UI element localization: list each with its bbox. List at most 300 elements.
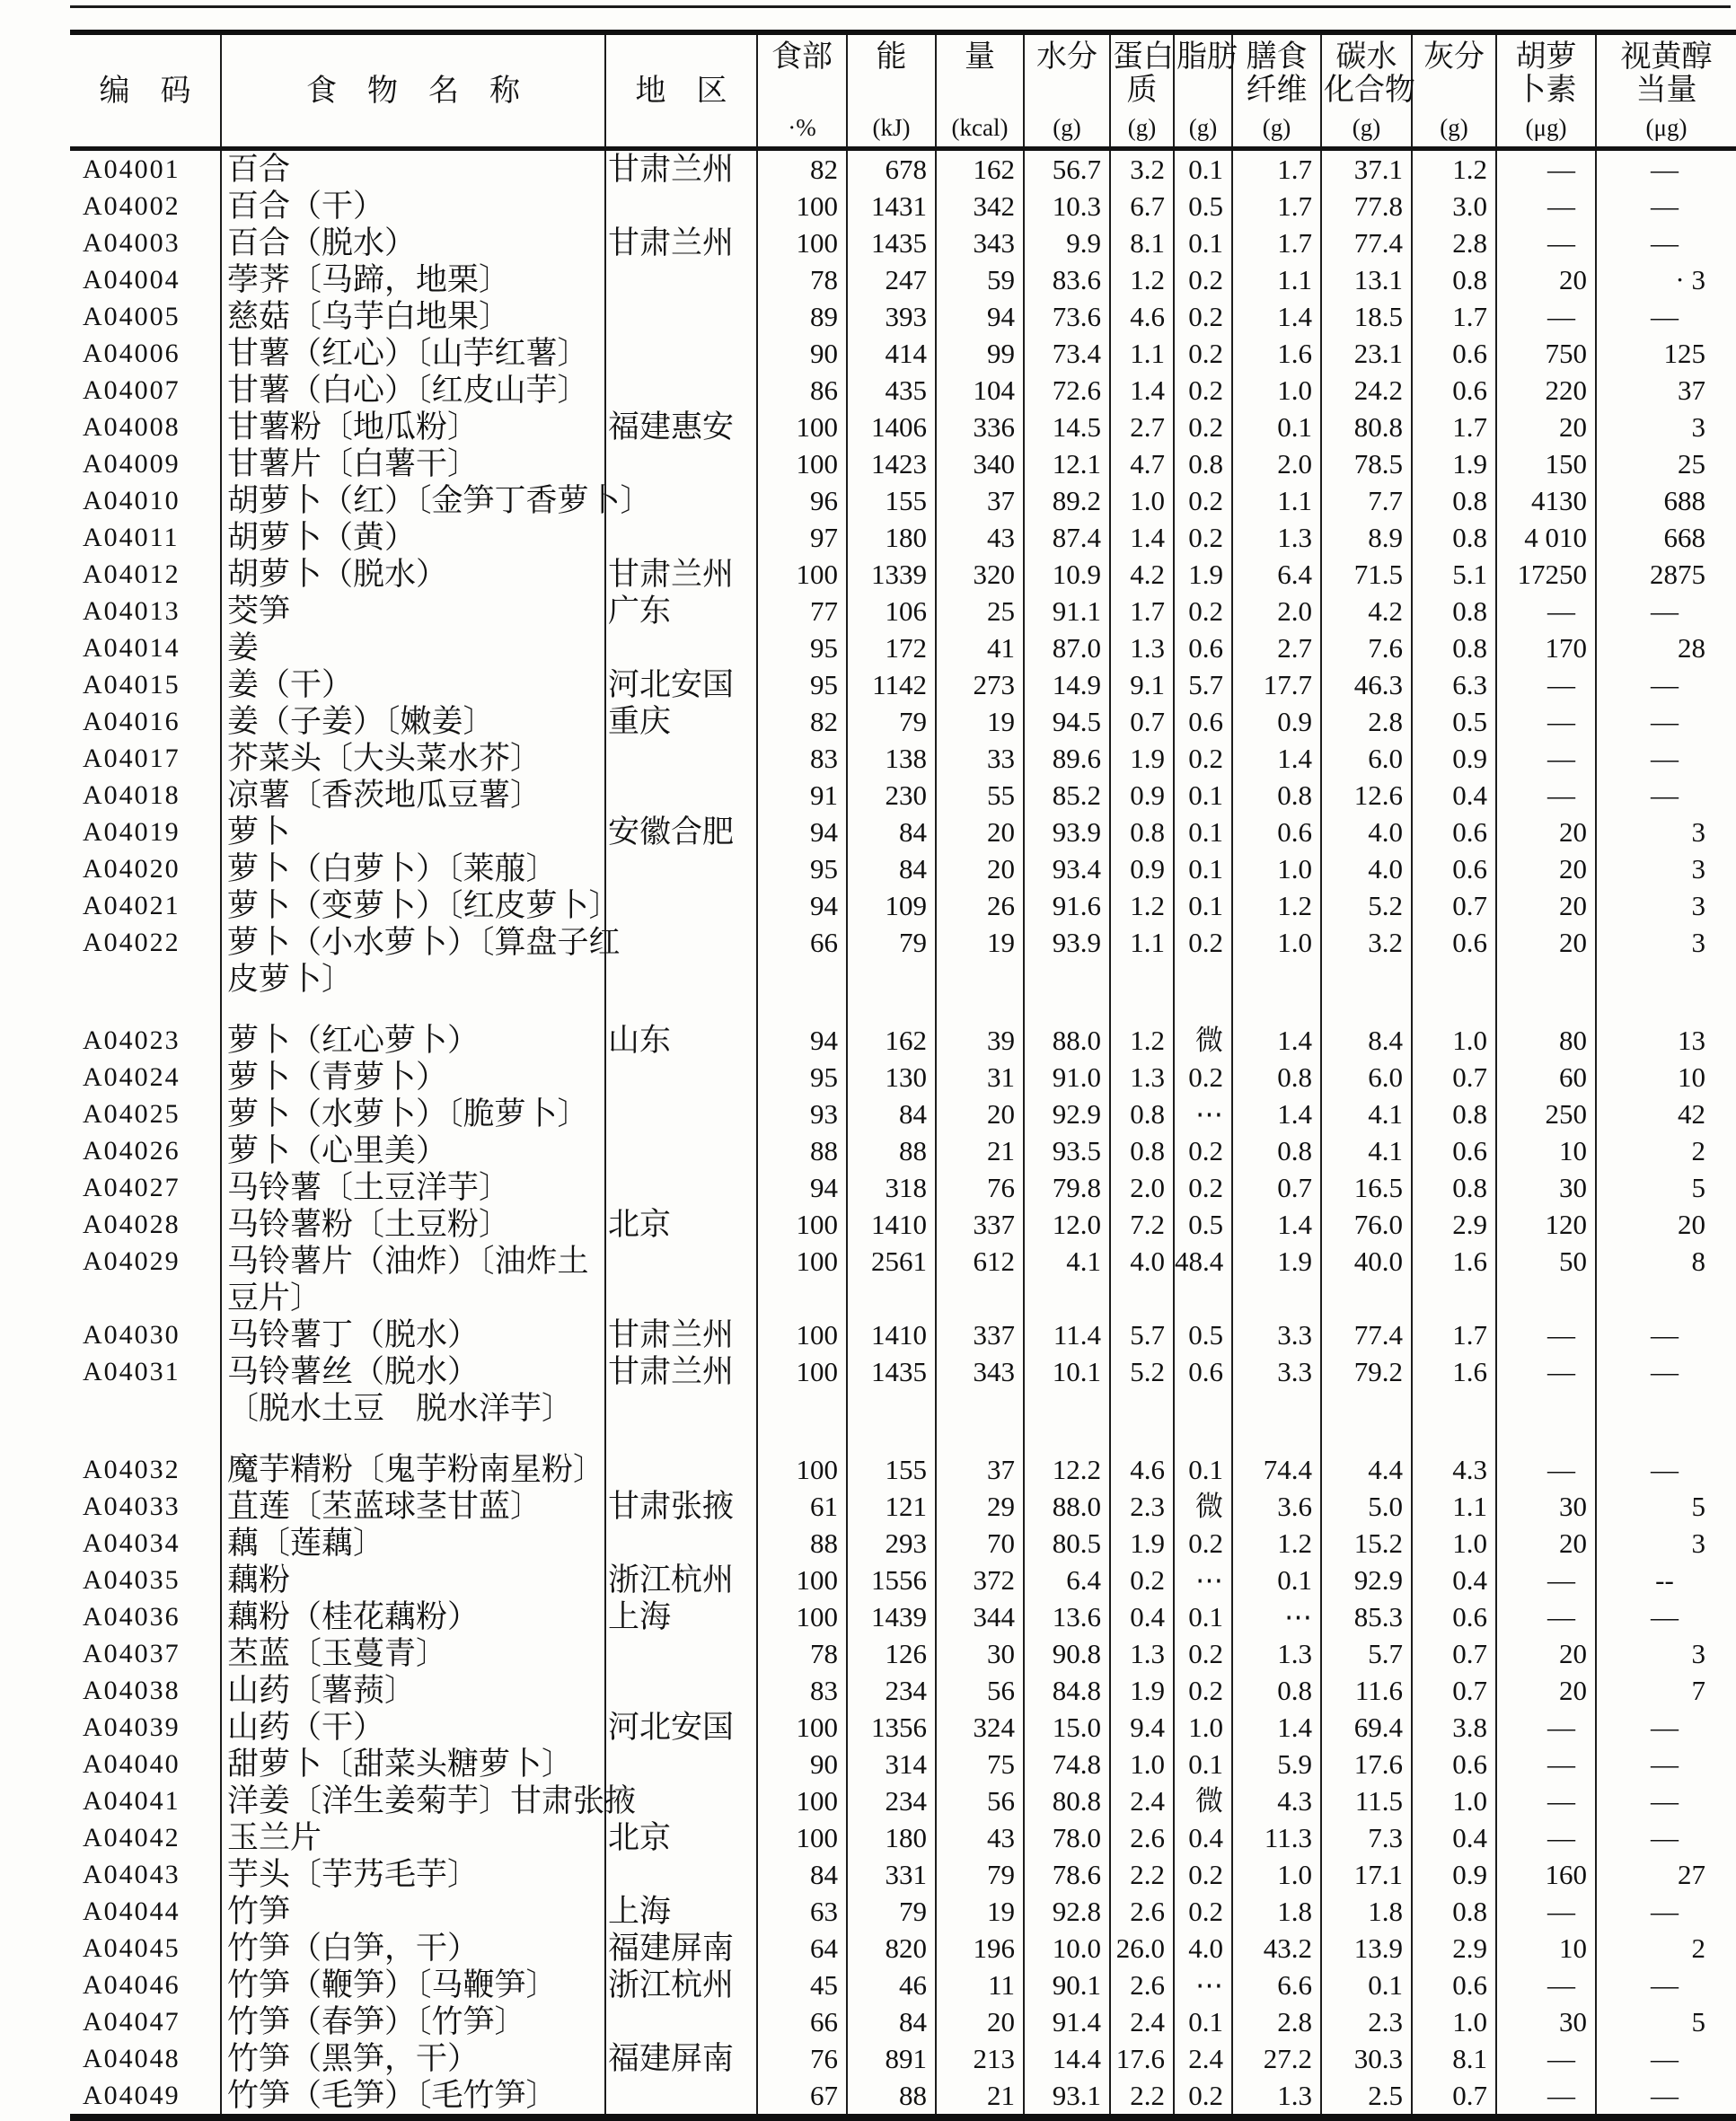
food-code: A04036 bbox=[83, 1602, 181, 1632]
value-energy-kj: 293 bbox=[847, 1525, 936, 1562]
value-ash: 1.0 bbox=[1412, 2003, 1496, 2040]
col-header-label: 灰分 bbox=[1423, 40, 1485, 74]
value-energy-kcal: 43 bbox=[936, 1819, 1024, 1856]
region: 浙江杭州 bbox=[605, 1967, 757, 2003]
value-carotene: 4130 bbox=[1496, 482, 1596, 519]
table-row bbox=[70, 593, 1736, 629]
value-energy-kj: 230 bbox=[847, 777, 936, 814]
value-fat: 1.0 bbox=[1174, 1709, 1232, 1746]
table-row bbox=[70, 777, 1736, 814]
value-carbohydrate: 13.1 bbox=[1321, 261, 1412, 298]
region: 河北安国 bbox=[605, 666, 757, 703]
food-code: A04009 bbox=[83, 449, 181, 479]
value-edible-pct: 63 bbox=[757, 1893, 847, 1930]
table-row bbox=[70, 703, 1736, 740]
value-carbohydrate: 18.5 bbox=[1321, 298, 1412, 335]
value-fat: 0.2 bbox=[1174, 1132, 1232, 1169]
food-name: 甘薯粉〔地瓜粉〕 bbox=[221, 409, 605, 445]
value-carotene: 17250 bbox=[1496, 556, 1596, 593]
value-retinol-equivalent: 13 bbox=[1596, 1022, 1736, 1059]
value-carotene: 220 bbox=[1496, 372, 1596, 409]
food-code: A04008 bbox=[83, 412, 181, 442]
table-row bbox=[70, 372, 1736, 409]
value-ash: 0.6 bbox=[1412, 814, 1496, 850]
value-fat: 0.2 bbox=[1174, 1856, 1232, 1893]
food-name: 洋姜〔洋生姜菊芋〕甘肃张掖 bbox=[221, 1782, 605, 1819]
value-ash: 0.6 bbox=[1412, 850, 1496, 887]
food-code: A04021 bbox=[83, 891, 181, 920]
value-ash: 1.2 bbox=[1412, 149, 1496, 189]
value-carotene: — bbox=[1496, 1598, 1596, 1635]
food-name: 甘薯片〔白薯干〕 bbox=[221, 445, 605, 482]
food-code: A04034 bbox=[83, 1528, 181, 1558]
food-code: A04033 bbox=[83, 1492, 181, 1521]
value-retinol-equivalent: 2 bbox=[1596, 1930, 1736, 1967]
value-fat: 0.1 bbox=[1174, 224, 1232, 261]
col-header-label: 视黄醇 当量 bbox=[1620, 40, 1713, 107]
value-water: 90.8 bbox=[1024, 1635, 1110, 1672]
value-water: 88.0 bbox=[1024, 1022, 1110, 1059]
value-water: 80.8 bbox=[1024, 1782, 1110, 1819]
value-water: 90.1 bbox=[1024, 1967, 1110, 2003]
value-energy-kcal: 320 bbox=[936, 556, 1024, 593]
region: 甘肃兰州 bbox=[605, 1353, 757, 1451]
food-name: 芋头〔芋艿毛芋〕 bbox=[221, 1856, 605, 1893]
value-fat: ⋯ bbox=[1174, 1096, 1232, 1132]
value-energy-kj: 46 bbox=[847, 1967, 936, 2003]
value-protein: 4.6 bbox=[1110, 1451, 1174, 1488]
value-protein: 4.6 bbox=[1110, 298, 1174, 335]
value-energy-kj: 84 bbox=[847, 814, 936, 850]
value-fiber: 3.6 bbox=[1232, 1488, 1321, 1525]
food-code: A04007 bbox=[83, 375, 181, 405]
value-protein: 1.3 bbox=[1110, 1635, 1174, 1672]
value-energy-kj: 234 bbox=[847, 1782, 936, 1819]
value-fat: 0.1 bbox=[1174, 814, 1232, 850]
value-energy-kj: 1431 bbox=[847, 188, 936, 224]
value-energy-kj: 84 bbox=[847, 1096, 936, 1132]
table-row bbox=[70, 1598, 1736, 1635]
value-ash: 0.6 bbox=[1412, 924, 1496, 1022]
value-energy-kj: 393 bbox=[847, 298, 936, 335]
value-edible-pct: 82 bbox=[757, 703, 847, 740]
value-protein: 1.9 bbox=[1110, 1672, 1174, 1709]
value-retinol-equivalent: — bbox=[1596, 2077, 1736, 2117]
value-retinol-equivalent: — bbox=[1596, 1598, 1736, 1635]
value-water: 12.0 bbox=[1024, 1206, 1110, 1243]
food-code: A04035 bbox=[83, 1565, 181, 1595]
food-name: 山药〔薯蓣〕 bbox=[221, 1672, 605, 1709]
region bbox=[605, 519, 757, 556]
value-carotene: 30 bbox=[1496, 1169, 1596, 1206]
value-protein: 2.7 bbox=[1110, 409, 1174, 445]
value-carotene: 10 bbox=[1496, 1132, 1596, 1169]
value-retinol-equivalent: 5 bbox=[1596, 2003, 1736, 2040]
table-row bbox=[70, 556, 1736, 593]
table-row bbox=[70, 666, 1736, 703]
value-carbohydrate: 17.1 bbox=[1321, 1856, 1412, 1893]
table-row bbox=[70, 2040, 1736, 2077]
value-ash: 0.7 bbox=[1412, 2077, 1496, 2117]
value-water: 10.0 bbox=[1024, 1930, 1110, 1967]
value-energy-kcal: 19 bbox=[936, 924, 1024, 1022]
value-carbohydrate: 4.0 bbox=[1321, 850, 1412, 887]
value-fat: 0.2 bbox=[1174, 1525, 1232, 1562]
value-protein: 1.7 bbox=[1110, 593, 1174, 629]
value-ash: 0.6 bbox=[1412, 1598, 1496, 1635]
value-carotene: — bbox=[1496, 1893, 1596, 1930]
value-edible-pct: 95 bbox=[757, 850, 847, 887]
value-protein: 1.2 bbox=[1110, 261, 1174, 298]
food-code: A04048 bbox=[83, 2044, 181, 2073]
value-energy-kcal: 39 bbox=[936, 1022, 1024, 1059]
value-protein: 0.9 bbox=[1110, 850, 1174, 887]
value-water: 14.5 bbox=[1024, 409, 1110, 445]
value-energy-kcal: 37 bbox=[936, 1451, 1024, 1488]
value-carotene: — bbox=[1496, 1562, 1596, 1598]
table-row bbox=[70, 1451, 1736, 1488]
food-name: 马铃薯粉〔土豆粉〕 bbox=[221, 1206, 605, 1243]
value-energy-kj: 414 bbox=[847, 335, 936, 372]
value-ash: 0.6 bbox=[1412, 1967, 1496, 2003]
col-header-label: 食部 bbox=[771, 40, 833, 74]
value-energy-kcal: 70 bbox=[936, 1525, 1024, 1562]
value-fat: 0.6 bbox=[1174, 629, 1232, 666]
value-fiber: 1.2 bbox=[1232, 1525, 1321, 1562]
value-energy-kcal: 104 bbox=[936, 372, 1024, 409]
food-name: 甘薯（红心）〔山芋红薯〕 bbox=[221, 335, 605, 372]
value-fat: 0.2 bbox=[1174, 593, 1232, 629]
value-fiber: 1.7 bbox=[1232, 149, 1321, 189]
value-edible-pct: 83 bbox=[757, 740, 847, 777]
value-water: 78.6 bbox=[1024, 1856, 1110, 1893]
value-fat: 0.2 bbox=[1174, 1672, 1232, 1709]
value-carbohydrate: 69.4 bbox=[1321, 1709, 1412, 1746]
value-fat: 0.2 bbox=[1174, 298, 1232, 335]
value-water: 85.2 bbox=[1024, 777, 1110, 814]
value-fiber: 1.4 bbox=[1232, 1709, 1321, 1746]
food-name: 百合（干） bbox=[221, 188, 605, 224]
value-carotene: — bbox=[1496, 777, 1596, 814]
value-fat: 0.1 bbox=[1174, 887, 1232, 924]
value-energy-kj: 1410 bbox=[847, 1206, 936, 1243]
value-protein: 1.9 bbox=[1110, 1525, 1174, 1562]
value-energy-kcal: 76 bbox=[936, 1169, 1024, 1206]
food-code: A04015 bbox=[83, 670, 181, 700]
value-ash: 2.9 bbox=[1412, 1206, 1496, 1243]
food-name: 萝卜（白萝卜）〔莱菔〕 bbox=[221, 850, 605, 887]
value-protein: 0.9 bbox=[1110, 777, 1174, 814]
value-carotene: 750 bbox=[1496, 335, 1596, 372]
table-row bbox=[70, 1316, 1736, 1353]
value-fat: ⋯ bbox=[1174, 1967, 1232, 2003]
value-fat: 0.5 bbox=[1174, 188, 1232, 224]
value-ash: 0.8 bbox=[1412, 519, 1496, 556]
value-protein: 2.4 bbox=[1110, 1782, 1174, 1819]
value-energy-kcal: 196 bbox=[936, 1930, 1024, 1967]
table-row bbox=[70, 1059, 1736, 1096]
value-ash: 0.8 bbox=[1412, 1893, 1496, 1930]
value-fiber: 1.4 bbox=[1232, 298, 1321, 335]
table-row bbox=[70, 1206, 1736, 1243]
value-fat: 0.2 bbox=[1174, 372, 1232, 409]
value-carbohydrate: 77.4 bbox=[1321, 224, 1412, 261]
value-edible-pct: 100 bbox=[757, 1353, 847, 1451]
food-name: 苴莲〔苤蓝球茎甘蓝〕 bbox=[221, 1488, 605, 1525]
region bbox=[605, 1672, 757, 1709]
value-energy-kcal: 20 bbox=[936, 850, 1024, 887]
value-fat: 0.2 bbox=[1174, 1635, 1232, 1672]
value-ash: 3.0 bbox=[1412, 188, 1496, 224]
value-retinol-equivalent: 5 bbox=[1596, 1169, 1736, 1206]
table-row bbox=[70, 1967, 1736, 2003]
value-edible-pct: 100 bbox=[757, 1206, 847, 1243]
value-edible-pct: 93 bbox=[757, 1096, 847, 1132]
region: 安徽合肥 bbox=[605, 814, 757, 850]
col-header-label: 能 bbox=[876, 40, 907, 74]
value-energy-kcal: 33 bbox=[936, 740, 1024, 777]
value-edible-pct: 61 bbox=[757, 1488, 847, 1525]
region bbox=[605, 1169, 757, 1206]
food-code: A04041 bbox=[83, 1786, 181, 1816]
col-header-energy-kj bbox=[847, 32, 936, 149]
value-fat: 微 bbox=[1174, 1022, 1232, 1059]
value-carbohydrate: 80.8 bbox=[1321, 409, 1412, 445]
value-energy-kcal: 336 bbox=[936, 409, 1024, 445]
col-header-unit: (g) bbox=[1440, 114, 1468, 141]
value-energy-kcal: 21 bbox=[936, 1132, 1024, 1169]
food-code: A04025 bbox=[83, 1099, 181, 1129]
value-water: 94.5 bbox=[1024, 703, 1110, 740]
value-protein: 2.6 bbox=[1110, 1967, 1174, 2003]
value-ash: 5.1 bbox=[1412, 556, 1496, 593]
value-protein: 1.3 bbox=[1110, 629, 1174, 666]
value-carbohydrate: 3.2 bbox=[1321, 924, 1412, 1022]
value-carotene: 80 bbox=[1496, 1022, 1596, 1059]
value-edible-pct: 100 bbox=[757, 409, 847, 445]
value-retinol-equivalent: 668 bbox=[1596, 519, 1736, 556]
food-code: A04049 bbox=[83, 2081, 181, 2110]
value-ash: 1.6 bbox=[1412, 1243, 1496, 1316]
value-protein: 2.0 bbox=[1110, 1169, 1174, 1206]
food-code: A04040 bbox=[83, 1749, 181, 1779]
value-ash: 0.8 bbox=[1412, 629, 1496, 666]
value-energy-kcal: 79 bbox=[936, 1856, 1024, 1893]
table-row bbox=[70, 1243, 1736, 1316]
col-header-unit: (g) bbox=[1053, 114, 1081, 141]
value-energy-kcal: 20 bbox=[936, 814, 1024, 850]
food-code: A04004 bbox=[83, 265, 181, 295]
col-header-label: 碳水 化合物 bbox=[1324, 40, 1415, 107]
value-carbohydrate: 46.3 bbox=[1321, 666, 1412, 703]
value-water: 93.5 bbox=[1024, 1132, 1110, 1169]
value-fat: 0.8 bbox=[1174, 445, 1232, 482]
value-protein: 0.2 bbox=[1110, 1562, 1174, 1598]
table-row bbox=[70, 1782, 1736, 1819]
food-name: 百合 bbox=[221, 149, 605, 189]
value-water: 80.5 bbox=[1024, 1525, 1110, 1562]
value-retinol-equivalent: 125 bbox=[1596, 335, 1736, 372]
value-ash: 3.8 bbox=[1412, 1709, 1496, 1746]
value-edible-pct: 100 bbox=[757, 1819, 847, 1856]
value-edible-pct: 100 bbox=[757, 1709, 847, 1746]
value-edible-pct: 89 bbox=[757, 298, 847, 335]
food-name: 苤蓝〔玉蔓青〕 bbox=[221, 1635, 605, 1672]
value-energy-kcal: 273 bbox=[936, 666, 1024, 703]
value-water: 91.1 bbox=[1024, 593, 1110, 629]
region: 福建屏南 bbox=[605, 2040, 757, 2077]
value-energy-kcal: 75 bbox=[936, 1746, 1024, 1782]
food-code: A04001 bbox=[83, 154, 181, 184]
header-row bbox=[70, 32, 1736, 149]
table-row bbox=[70, 629, 1736, 666]
region bbox=[605, 1096, 757, 1132]
value-energy-kj: 1142 bbox=[847, 666, 936, 703]
value-carbohydrate: 5.0 bbox=[1321, 1488, 1412, 1525]
region: 福建惠安 bbox=[605, 409, 757, 445]
value-edible-pct: 64 bbox=[757, 1930, 847, 1967]
value-protein: 9.4 bbox=[1110, 1709, 1174, 1746]
value-carotene: 20 bbox=[1496, 887, 1596, 924]
food-code: A04026 bbox=[83, 1136, 181, 1166]
col-header-unit: (g) bbox=[1262, 114, 1291, 141]
region bbox=[605, 1059, 757, 1096]
food-name: 胡萝卜（黄） bbox=[221, 519, 605, 556]
value-retinol-equivalent: 3 bbox=[1596, 814, 1736, 850]
value-fiber: 3.3 bbox=[1232, 1353, 1321, 1451]
value-carbohydrate: 2.3 bbox=[1321, 2003, 1412, 2040]
region bbox=[605, 1132, 757, 1169]
value-energy-kcal: 21 bbox=[936, 2077, 1024, 2117]
region: 甘肃兰州 bbox=[605, 149, 757, 189]
value-edible-pct: 66 bbox=[757, 924, 847, 1022]
value-energy-kj: 138 bbox=[847, 740, 936, 777]
value-fat: 0.5 bbox=[1174, 1206, 1232, 1243]
value-edible-pct: 67 bbox=[757, 2077, 847, 2117]
value-fat: ⋯ bbox=[1174, 1562, 1232, 1598]
col-header-retinol-equivalent bbox=[1596, 32, 1736, 149]
value-fat: 0.2 bbox=[1174, 519, 1232, 556]
value-ash: 0.7 bbox=[1412, 1059, 1496, 1096]
value-retinol-equivalent: · 3 bbox=[1596, 261, 1736, 298]
value-energy-kj: 106 bbox=[847, 593, 936, 629]
value-energy-kj: 84 bbox=[847, 2003, 936, 2040]
table-row bbox=[70, 1856, 1736, 1893]
value-energy-kcal: 19 bbox=[936, 703, 1024, 740]
value-energy-kcal: 59 bbox=[936, 261, 1024, 298]
value-water: 56.7 bbox=[1024, 149, 1110, 189]
value-energy-kcal: 344 bbox=[936, 1598, 1024, 1635]
value-energy-kj: 2561 bbox=[847, 1243, 936, 1316]
value-edible-pct: 97 bbox=[757, 519, 847, 556]
value-ash: 0.4 bbox=[1412, 1819, 1496, 1856]
value-fat: 0.1 bbox=[1174, 2003, 1232, 2040]
food-name: 茭笋 bbox=[221, 593, 605, 629]
value-fiber: 2.7 bbox=[1232, 629, 1321, 666]
value-carotene: 20 bbox=[1496, 409, 1596, 445]
value-edible-pct: 66 bbox=[757, 2003, 847, 2040]
value-energy-kj: 162 bbox=[847, 1022, 936, 1059]
value-protein: 4.2 bbox=[1110, 556, 1174, 593]
table-row bbox=[70, 2077, 1736, 2117]
value-carbohydrate: 6.0 bbox=[1321, 740, 1412, 777]
food-name: 芥菜头〔大头菜水芥〕 bbox=[221, 740, 605, 777]
value-ash: 1.9 bbox=[1412, 445, 1496, 482]
table-row bbox=[70, 887, 1736, 924]
value-water: 12.1 bbox=[1024, 445, 1110, 482]
value-water: 11.4 bbox=[1024, 1316, 1110, 1353]
food-name: 马铃薯丝（脱水） 〔脱水土豆 脱水洋芋〕 bbox=[221, 1353, 605, 1451]
value-energy-kj: 121 bbox=[847, 1488, 936, 1525]
value-fat: 2.4 bbox=[1174, 2040, 1232, 2077]
food-code: A04044 bbox=[83, 1897, 181, 1926]
value-fat: 5.7 bbox=[1174, 666, 1232, 703]
value-edible-pct: 84 bbox=[757, 1856, 847, 1893]
value-ash: 1.7 bbox=[1412, 298, 1496, 335]
value-protein: 0.8 bbox=[1110, 814, 1174, 850]
food-code: A04003 bbox=[83, 228, 181, 258]
value-energy-kj: 126 bbox=[847, 1635, 936, 1672]
food-name: 山药（干） bbox=[221, 1709, 605, 1746]
food-name: 甘薯（白心）〔红皮山芋〕 bbox=[221, 372, 605, 409]
value-protein: 1.3 bbox=[1110, 1059, 1174, 1096]
value-energy-kj: 678 bbox=[847, 149, 936, 189]
value-carbohydrate: 1.8 bbox=[1321, 1893, 1412, 1930]
value-edible-pct: 45 bbox=[757, 1967, 847, 2003]
value-energy-kcal: 612 bbox=[936, 1243, 1024, 1316]
food-name: 马铃薯片（油炸）〔油炸土 豆片〕 bbox=[221, 1243, 605, 1316]
region bbox=[605, 188, 757, 224]
col-header-code bbox=[70, 32, 221, 149]
value-water: 74.8 bbox=[1024, 1746, 1110, 1782]
value-retinol-equivalent: 2875 bbox=[1596, 556, 1736, 593]
value-energy-kj: 109 bbox=[847, 887, 936, 924]
food-code: A04038 bbox=[83, 1676, 181, 1705]
col-header-water bbox=[1024, 32, 1110, 149]
value-ash: 0.8 bbox=[1412, 593, 1496, 629]
value-edible-pct: 96 bbox=[757, 482, 847, 519]
value-energy-kcal: 26 bbox=[936, 887, 1024, 924]
value-energy-kcal: 37 bbox=[936, 482, 1024, 519]
value-edible-pct: 94 bbox=[757, 887, 847, 924]
value-protein: 9.1 bbox=[1110, 666, 1174, 703]
value-fat: 0.6 bbox=[1174, 1353, 1232, 1451]
value-energy-kj: 130 bbox=[847, 1059, 936, 1096]
value-fiber: 4.3 bbox=[1232, 1782, 1321, 1819]
value-carbohydrate: 8.4 bbox=[1321, 1022, 1412, 1059]
value-protein: 1.1 bbox=[1110, 335, 1174, 372]
value-carotene: 10 bbox=[1496, 1930, 1596, 1967]
region bbox=[605, 1635, 757, 1672]
value-carotene: 30 bbox=[1496, 2003, 1596, 2040]
value-energy-kcal: 372 bbox=[936, 1562, 1024, 1598]
value-carotene: 20 bbox=[1496, 1672, 1596, 1709]
value-water: 4.1 bbox=[1024, 1243, 1110, 1316]
col-header-energy-kcal bbox=[936, 32, 1024, 149]
value-protein: 6.7 bbox=[1110, 188, 1174, 224]
value-retinol-equivalent: 3 bbox=[1596, 409, 1736, 445]
value-carbohydrate: 77.8 bbox=[1321, 188, 1412, 224]
value-edible-pct: 88 bbox=[757, 1525, 847, 1562]
food-code: A04043 bbox=[83, 1860, 181, 1889]
table-row bbox=[70, 298, 1736, 335]
value-carbohydrate: 77.4 bbox=[1321, 1316, 1412, 1353]
food-code: A04013 bbox=[83, 596, 181, 626]
value-water: 15.0 bbox=[1024, 1709, 1110, 1746]
value-retinol-equivalent: 3 bbox=[1596, 1635, 1736, 1672]
food-name: 姜（干） bbox=[221, 666, 605, 703]
col-header-label: 食 物 名 称 bbox=[306, 74, 520, 108]
